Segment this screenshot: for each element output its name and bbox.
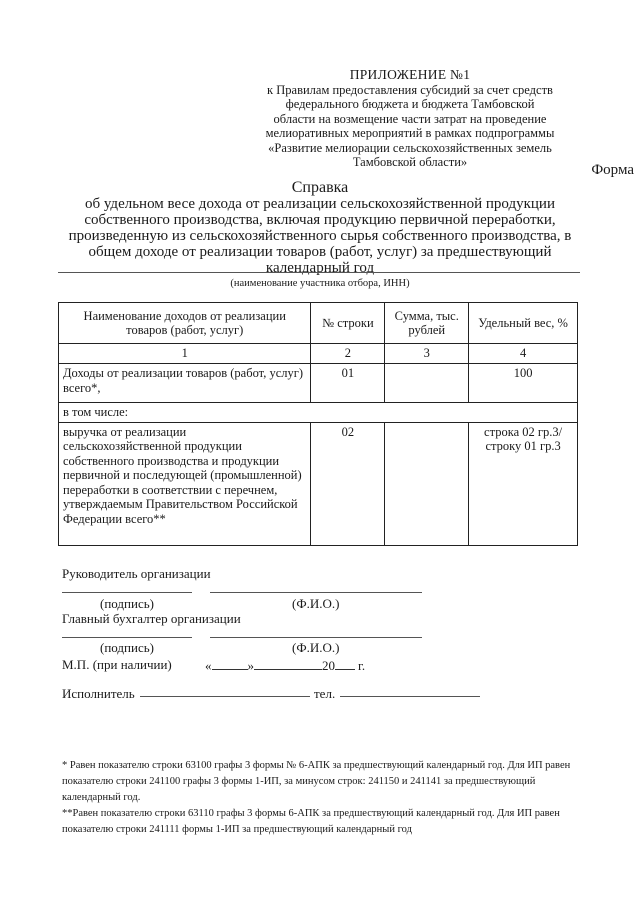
tel-label: тел. [314, 686, 336, 701]
accountant-fio-caption: (Ф.И.О.) [292, 640, 340, 655]
appendix-title: ПРИЛОЖЕНИЕ №1 [349, 67, 471, 82]
head-fio-line[interactable] [210, 592, 422, 593]
head-podpis-caption: (подпись) [100, 596, 154, 611]
tel-line[interactable] [340, 696, 480, 697]
table-row [59, 422, 578, 545]
appendix-line: «Развитие мелиорации сельскохозяйственных земель [268, 140, 552, 155]
heading-line: собственного производства, включая продукцию первичной переработки, [84, 212, 556, 228]
date-open-quote: « [205, 658, 212, 673]
appendix-line: к Правилам предоставления субсидий за счет средств [267, 82, 553, 97]
footnote-1: * Равен показателю строки 63100 графы 3 формы № 6-АПК за предшествующий календарный год. Для ИП равен показателю строки 241100 графы 3 формы 1-ИП, за минусом строк: 241150 и 241141 за предшествующий календарный год. [62, 760, 571, 803]
row3-line: 02 [311, 422, 385, 545]
row3-weight: строка 02 гр.3/ строку 01 гр.3 [469, 422, 578, 545]
row1-sum-cell[interactable] [385, 364, 469, 403]
col-number: 3 [385, 344, 469, 364]
row3-sum-cell[interactable] [385, 422, 469, 545]
head-fio-caption: (Ф.И.О.) [292, 596, 340, 611]
column-number-row [59, 344, 578, 364]
heading-line: общем доходе от реализации товаров (работ, услуг) за предшествующий [88, 244, 552, 260]
heading-line: календарный год [265, 260, 375, 276]
row3-name: выручка от реализации сельскохозяйственной продукции собственного производства и продукции первичной и последующей (промышленной) переработки в соответствии с перечнем, утверждаемым Правительством Российской Федерации всего** [59, 422, 311, 545]
date-year-suffix: г. [358, 658, 366, 673]
participant-input-line[interactable] [58, 272, 580, 273]
heading-line: об удельном весе дохода от реализации сельскохозяйственной продукции [85, 196, 555, 212]
mp-label: М.П. (при наличии) [62, 657, 172, 672]
date-year-prefix: 20 [322, 658, 335, 673]
income-table [58, 302, 578, 546]
header-income-name: Наименование доходов от реализации товаров (работ, услуг) [59, 303, 311, 344]
header-weight: Удельный вес, % [469, 303, 578, 344]
appendix-line: федерального бюджета и бюджета Тамбовской [285, 97, 535, 111]
participant-caption: (наименование участника отбора, ИНН) [230, 278, 410, 289]
row2-including: в том числе: [59, 403, 578, 423]
form-label: Форма [591, 162, 634, 178]
document-heading [60, 180, 580, 276]
accountant-label: Главный бухгалтер организации [62, 611, 241, 626]
date-field [205, 657, 365, 674]
head-signature-line[interactable] [62, 592, 192, 593]
appendix-block [240, 68, 580, 170]
executor-line[interactable] [140, 696, 310, 697]
row1-weight: 100 [469, 364, 578, 403]
row1-line: 01 [311, 364, 385, 403]
heading-line: произведенную из сельскохозяйственного сырья собственного производства, в [68, 228, 572, 244]
date-day-line[interactable] [212, 657, 248, 670]
table-row [59, 403, 578, 423]
accountant-fio-line[interactable] [210, 637, 422, 638]
table-header-row [59, 303, 578, 344]
appendix-line: Тамбовской области» [352, 155, 468, 169]
executor-label: Исполнитель [62, 686, 135, 701]
date-close-quote: » [247, 658, 254, 673]
col-number: 4 [469, 344, 578, 364]
date-month-line[interactable] [254, 657, 322, 670]
appendix-line: области на возмещение части затрат на проведение [273, 111, 547, 126]
table-row [59, 364, 578, 403]
document-title: Справка [291, 179, 349, 196]
footnote-2: **Равен показателю строки 63110 графы 3 формы 6-АПК за предшествующий календарный год. Для ИП равен показателю строки 241111 формы 1-ИП за предшествующий календарный год [62, 808, 560, 835]
header-line-number: № строки [311, 303, 385, 344]
date-year-line[interactable] [335, 657, 355, 670]
header-sum: Сумма, тыс. рублей [385, 303, 469, 344]
head-label: Руководитель организации [62, 566, 211, 581]
col-number: 1 [59, 344, 311, 364]
row1-name: Доходы от реализации товаров (работ, услуг) всего*, [59, 364, 311, 403]
col-number: 2 [311, 344, 385, 364]
appendix-line: мелиоративных мероприятий в рамках подпрограммы [265, 126, 555, 140]
accountant-signature-line[interactable] [62, 637, 192, 638]
accountant-podpis-caption: (подпись) [100, 640, 154, 655]
